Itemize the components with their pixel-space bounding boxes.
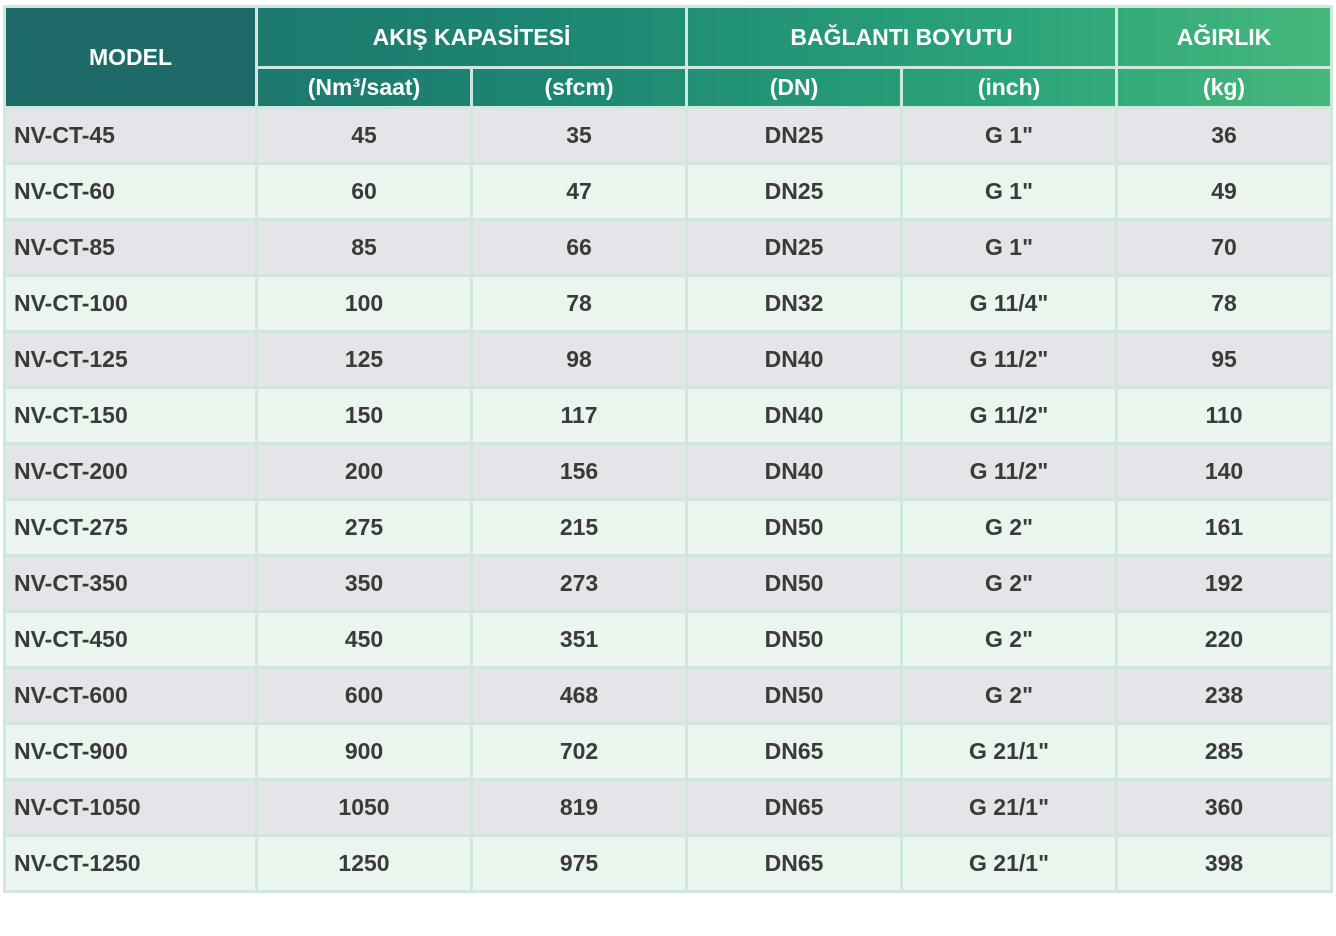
weight-cell: 360	[1117, 780, 1332, 836]
flow-sfcm-cell: 975	[472, 836, 687, 892]
header-unit-dn: (DN)	[687, 68, 902, 108]
inch-cell: G 21/1"	[902, 780, 1117, 836]
flow-sfcm-cell: 215	[472, 500, 687, 556]
flow-nm3-cell: 125	[257, 332, 472, 388]
weight-cell: 95	[1117, 332, 1332, 388]
flow-nm3-cell: 275	[257, 500, 472, 556]
model-cell: NV-CT-125	[5, 332, 257, 388]
dn-cell: DN65	[687, 724, 902, 780]
dn-cell: DN50	[687, 668, 902, 724]
inch-cell: G 2"	[902, 500, 1117, 556]
dn-cell: DN25	[687, 164, 902, 220]
model-cell: NV-CT-100	[5, 276, 257, 332]
header-weight: AĞIRLIK	[1117, 7, 1332, 68]
model-cell: NV-CT-60	[5, 164, 257, 220]
dn-cell: DN40	[687, 388, 902, 444]
model-cell: NV-CT-1050	[5, 780, 257, 836]
inch-cell: G 2"	[902, 556, 1117, 612]
dn-cell: DN40	[687, 444, 902, 500]
dn-cell: DN50	[687, 556, 902, 612]
weight-cell: 140	[1117, 444, 1332, 500]
table-row	[5, 388, 1332, 444]
model-cell: NV-CT-200	[5, 444, 257, 500]
flow-nm3-cell: 100	[257, 276, 472, 332]
table-row	[5, 556, 1332, 612]
flow-nm3-cell: 1250	[257, 836, 472, 892]
inch-cell: G 2"	[902, 668, 1117, 724]
weight-cell: 36	[1117, 108, 1332, 164]
flow-sfcm-cell: 351	[472, 612, 687, 668]
inch-cell: G 21/1"	[902, 724, 1117, 780]
model-cell: NV-CT-350	[5, 556, 257, 612]
flow-sfcm-cell: 78	[472, 276, 687, 332]
model-cell: NV-CT-600	[5, 668, 257, 724]
flow-sfcm-cell: 98	[472, 332, 687, 388]
dn-cell: DN32	[687, 276, 902, 332]
table-row	[5, 836, 1332, 892]
model-cell: NV-CT-450	[5, 612, 257, 668]
inch-cell: G 11/2"	[902, 388, 1117, 444]
inch-cell: G 21/1"	[902, 836, 1117, 892]
flow-sfcm-cell: 35	[472, 108, 687, 164]
flow-nm3-cell: 45	[257, 108, 472, 164]
inch-cell: G 2"	[902, 612, 1117, 668]
weight-cell: 398	[1117, 836, 1332, 892]
dn-cell: DN40	[687, 332, 902, 388]
table-row	[5, 724, 1332, 780]
weight-cell: 238	[1117, 668, 1332, 724]
dn-cell: DN50	[687, 500, 902, 556]
flow-sfcm-cell: 468	[472, 668, 687, 724]
table-row	[5, 276, 1332, 332]
header-unit-sfcm: (sfcm)	[472, 68, 687, 108]
header-unit-kg: (kg)	[1117, 68, 1332, 108]
header-unit-inch: (inch)	[902, 68, 1117, 108]
weight-cell: 161	[1117, 500, 1332, 556]
table-row	[5, 332, 1332, 388]
flow-sfcm-cell: 702	[472, 724, 687, 780]
flow-sfcm-cell: 819	[472, 780, 687, 836]
flow-sfcm-cell: 66	[472, 220, 687, 276]
header-flow-capacity: AKIŞ KAPASİTESİ	[257, 7, 687, 68]
table-row	[5, 780, 1332, 836]
inch-cell: G 1"	[902, 108, 1117, 164]
dn-cell: DN65	[687, 780, 902, 836]
table-row	[5, 668, 1332, 724]
flow-sfcm-cell: 47	[472, 164, 687, 220]
inch-cell: G 1"	[902, 220, 1117, 276]
weight-cell: 70	[1117, 220, 1332, 276]
header-model: MODEL	[5, 7, 257, 108]
flow-nm3-cell: 1050	[257, 780, 472, 836]
header-unit-nm3: (Nm³/saat)	[257, 68, 472, 108]
flow-nm3-cell: 450	[257, 612, 472, 668]
dn-cell: DN25	[687, 108, 902, 164]
flow-nm3-cell: 600	[257, 668, 472, 724]
model-cell: NV-CT-85	[5, 220, 257, 276]
weight-cell: 49	[1117, 164, 1332, 220]
flow-nm3-cell: 900	[257, 724, 472, 780]
spec-table-container	[3, 5, 1333, 893]
weight-cell: 78	[1117, 276, 1332, 332]
table-header	[5, 7, 1332, 108]
table-row	[5, 164, 1332, 220]
flow-sfcm-cell: 117	[472, 388, 687, 444]
flow-nm3-cell: 150	[257, 388, 472, 444]
table-body	[5, 108, 1332, 892]
dn-cell: DN65	[687, 836, 902, 892]
inch-cell: G 11/2"	[902, 332, 1117, 388]
table-row	[5, 108, 1332, 164]
table-row	[5, 612, 1332, 668]
model-cell: NV-CT-1250	[5, 836, 257, 892]
flow-nm3-cell: 350	[257, 556, 472, 612]
table-row	[5, 220, 1332, 276]
header-connection-size: BAĞLANTI BOYUTU	[687, 7, 1117, 68]
flow-nm3-cell: 85	[257, 220, 472, 276]
weight-cell: 220	[1117, 612, 1332, 668]
weight-cell: 110	[1117, 388, 1332, 444]
dn-cell: DN50	[687, 612, 902, 668]
spec-table	[3, 5, 1333, 893]
table-row	[5, 444, 1332, 500]
flow-nm3-cell: 200	[257, 444, 472, 500]
model-cell: NV-CT-900	[5, 724, 257, 780]
inch-cell: G 11/2"	[902, 444, 1117, 500]
table-row	[5, 500, 1332, 556]
model-cell: NV-CT-150	[5, 388, 257, 444]
weight-cell: 192	[1117, 556, 1332, 612]
model-cell: NV-CT-275	[5, 500, 257, 556]
flow-sfcm-cell: 273	[472, 556, 687, 612]
model-cell: NV-CT-45	[5, 108, 257, 164]
flow-sfcm-cell: 156	[472, 444, 687, 500]
weight-cell: 285	[1117, 724, 1332, 780]
flow-nm3-cell: 60	[257, 164, 472, 220]
inch-cell: G 11/4"	[902, 276, 1117, 332]
dn-cell: DN25	[687, 220, 902, 276]
inch-cell: G 1"	[902, 164, 1117, 220]
